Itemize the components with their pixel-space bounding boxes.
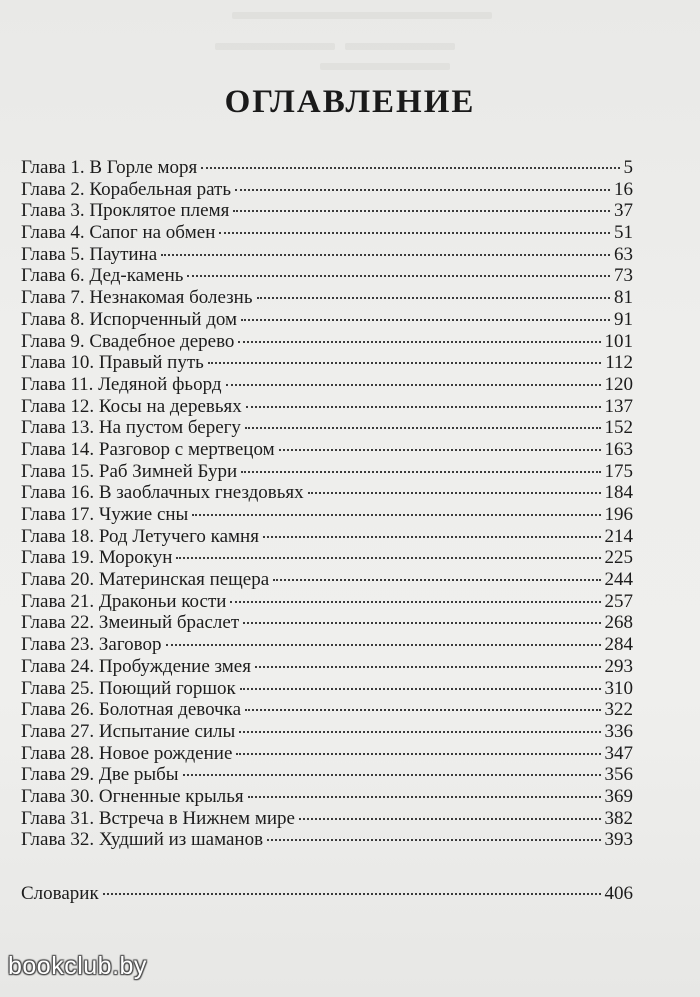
toc-entry-page: 406 bbox=[604, 883, 633, 904]
toc-entry-page: 63 bbox=[614, 243, 633, 265]
dot-leader bbox=[241, 319, 610, 321]
toc-entry-label: Глава 24. Пробуждение змея bbox=[21, 655, 251, 677]
toc-entry-label: Глава 16. В заоблачных гнездовьях bbox=[21, 482, 304, 504]
dot-leader bbox=[176, 557, 600, 559]
toc-entry-label: Глава 1. В Горле моря bbox=[21, 157, 198, 178]
toc-entry-label: Глава 2. Корабельная рать bbox=[21, 178, 232, 200]
toc-entry-page: 225 bbox=[604, 547, 633, 569]
toc-entry-page: 214 bbox=[604, 525, 633, 547]
bleed-through-line bbox=[345, 43, 455, 50]
toc-entry-label: Глава 30. Огненные крылья bbox=[21, 785, 244, 807]
dot-leader bbox=[161, 254, 610, 256]
bleed-through-line bbox=[232, 12, 492, 19]
toc-entry-page: 5 bbox=[623, 157, 633, 178]
toc-entry-label: Глава 21. Драконьи кости bbox=[21, 590, 227, 612]
dot-leader bbox=[257, 297, 611, 299]
toc-entry-page: 163 bbox=[604, 438, 633, 460]
toc-entry-page: 81 bbox=[614, 287, 633, 309]
toc-entry-page: 268 bbox=[604, 612, 633, 634]
toc-entry-label: Глава 22. Змеиный браслет bbox=[21, 612, 240, 634]
dot-leader bbox=[263, 536, 601, 538]
dot-leader bbox=[241, 471, 600, 473]
dot-leader bbox=[308, 492, 601, 494]
toc-entry-page: 91 bbox=[614, 308, 633, 330]
toc-entry-page: 393 bbox=[604, 829, 633, 851]
page-title: ОГЛАВЛЕНИЕ bbox=[224, 84, 476, 120]
toc-entry bbox=[21, 786, 633, 808]
dot-leader bbox=[201, 167, 619, 169]
toc-entry-label: Глава 15. Раб Зимней Бури bbox=[21, 460, 238, 482]
toc-entry-label: Глава 19. Морокун bbox=[21, 547, 173, 569]
toc-entry-page: 101 bbox=[604, 330, 633, 352]
toc-entry-label: Глава 14. Разговор с мертвецом bbox=[21, 438, 275, 460]
toc-entry-page: 120 bbox=[604, 373, 633, 395]
dot-leader bbox=[236, 753, 600, 755]
toc-entry bbox=[21, 699, 633, 721]
toc-entry-page: 51 bbox=[614, 222, 633, 244]
toc-entry bbox=[21, 461, 633, 483]
toc-entry-label: Глава 5. Паутина bbox=[21, 243, 158, 265]
dot-leader bbox=[103, 893, 601, 895]
dot-leader bbox=[245, 709, 600, 711]
toc-entry-label: Глава 25. Поющий горшок bbox=[21, 677, 236, 699]
toc-entry bbox=[21, 287, 633, 309]
dot-leader bbox=[226, 384, 601, 386]
toc-entry-page: 152 bbox=[604, 417, 633, 439]
dot-leader bbox=[238, 341, 600, 343]
toc-entry bbox=[21, 808, 633, 830]
bleed-through-line bbox=[215, 43, 335, 50]
dot-leader bbox=[273, 579, 600, 581]
dot-leader bbox=[243, 622, 600, 624]
dot-leader bbox=[233, 210, 610, 212]
dot-leader bbox=[208, 362, 601, 364]
toc-entry bbox=[21, 634, 633, 656]
toc-entry bbox=[21, 222, 633, 244]
dot-leader bbox=[240, 688, 601, 690]
dot-leader bbox=[166, 644, 601, 646]
watermark: bookclub.by bbox=[8, 952, 147, 980]
toc-entry-page: 369 bbox=[604, 785, 633, 807]
toc-entry bbox=[21, 179, 633, 201]
toc-entry-label: Глава 9. Свадебное дерево bbox=[21, 330, 235, 352]
toc-entry-label: Глава 31. Встреча в Нижнем мире bbox=[21, 807, 295, 829]
toc-entry bbox=[21, 678, 633, 700]
toc-entry-label: Глава 18. Род Летучего камня bbox=[21, 525, 259, 547]
toc-entry bbox=[21, 482, 633, 504]
toc-entry bbox=[21, 656, 633, 678]
toc-entry-page: 382 bbox=[604, 807, 633, 829]
toc-entry bbox=[21, 417, 633, 439]
toc-entry bbox=[21, 764, 633, 786]
dot-leader bbox=[267, 839, 600, 841]
dot-leader bbox=[299, 818, 601, 820]
toc-entry bbox=[21, 265, 633, 287]
toc-entry bbox=[21, 439, 633, 461]
toc-entry-page: 347 bbox=[604, 742, 633, 764]
toc-entry-label: Глава 4. Сапог на обмен bbox=[21, 222, 216, 244]
toc-entry bbox=[21, 526, 633, 548]
toc-entry bbox=[21, 352, 633, 374]
toc-entry bbox=[21, 331, 633, 353]
toc-entry-label: Глава 12. Косы на деревьях bbox=[21, 395, 242, 417]
dot-leader bbox=[248, 796, 601, 798]
toc-entry-label: Глава 13. На пустом берегу bbox=[21, 417, 241, 439]
toc-entry bbox=[21, 612, 633, 634]
dot-leader bbox=[239, 731, 600, 733]
toc-entry-page: 112 bbox=[605, 352, 633, 374]
toc-entry-page: 196 bbox=[604, 504, 633, 525]
table-of-contents bbox=[21, 157, 633, 851]
toc-entry-page: 244 bbox=[604, 569, 633, 591]
dot-leader bbox=[219, 232, 610, 234]
toc-entry bbox=[21, 396, 633, 418]
toc-entry-page: 184 bbox=[604, 482, 633, 504]
toc-entry bbox=[21, 721, 633, 743]
toc-entry-glossary bbox=[21, 883, 633, 905]
toc-entry-label: Глава 27. Испытание силы bbox=[21, 720, 236, 742]
toc-entry-label: Глава 28. Новое рождение bbox=[21, 742, 233, 764]
dot-leader bbox=[235, 189, 610, 191]
dot-leader bbox=[245, 427, 601, 429]
toc-entry bbox=[21, 200, 633, 222]
toc-entry-label: Глава 29. Две рыбы bbox=[21, 764, 179, 786]
toc-entry bbox=[21, 309, 633, 331]
toc-entry-page: 336 bbox=[604, 720, 633, 742]
dot-leader bbox=[279, 449, 601, 451]
toc-entry bbox=[21, 591, 633, 613]
toc-entry bbox=[21, 829, 633, 851]
toc-entry-label: Глава 17. Чужие сны bbox=[21, 504, 189, 525]
toc-entry-page: 284 bbox=[604, 634, 633, 656]
toc-entry-label: Глава 20. Материнская пещера bbox=[21, 569, 270, 591]
toc-entry-page: 356 bbox=[604, 764, 633, 786]
dot-leader bbox=[230, 601, 600, 603]
toc-entry-label: Словарик bbox=[21, 883, 99, 904]
toc-entry bbox=[21, 504, 633, 526]
toc-entry-page: 257 bbox=[604, 590, 633, 612]
toc-entry bbox=[21, 743, 633, 765]
toc-entry-label: Глава 23. Заговор bbox=[21, 634, 162, 656]
dot-leader bbox=[246, 406, 601, 408]
bleed-through-line bbox=[320, 63, 450, 70]
toc-entry-page: 137 bbox=[604, 395, 633, 417]
toc-entry-label: Глава 6. Дед-камень bbox=[21, 265, 184, 287]
dot-leader bbox=[183, 774, 601, 776]
toc-entry-label: Глава 10. Правый путь bbox=[21, 352, 204, 374]
toc-entry-page: 16 bbox=[614, 178, 633, 200]
toc-entry-label: Глава 32. Худший из шаманов bbox=[21, 829, 264, 851]
dot-leader bbox=[255, 666, 601, 668]
toc-entry bbox=[21, 244, 633, 266]
toc-entry-label: Глава 8. Испорченный дом bbox=[21, 308, 238, 330]
toc-entry-label: Глава 11. Ледяной фьорд bbox=[21, 373, 222, 395]
toc-entry bbox=[21, 569, 633, 591]
toc-entry-page: 175 bbox=[604, 460, 633, 482]
toc-entry-page: 310 bbox=[604, 677, 633, 699]
toc-entry-page: 293 bbox=[604, 655, 633, 677]
dot-leader bbox=[187, 275, 610, 277]
toc-entry-page: 322 bbox=[604, 699, 633, 721]
toc-entry bbox=[21, 547, 633, 569]
dot-leader bbox=[192, 514, 600, 516]
toc-entry bbox=[21, 374, 633, 396]
toc-entry-page: 37 bbox=[614, 200, 633, 222]
toc-entry-label: Глава 26. Болотная девочка bbox=[21, 699, 242, 721]
toc-entry-page: 73 bbox=[614, 265, 633, 287]
toc-entry bbox=[21, 157, 633, 179]
toc-entry-label: Глава 7. Незнакомая болезнь bbox=[21, 287, 253, 309]
toc-entry-label: Глава 3. Проклятое племя bbox=[21, 200, 230, 222]
